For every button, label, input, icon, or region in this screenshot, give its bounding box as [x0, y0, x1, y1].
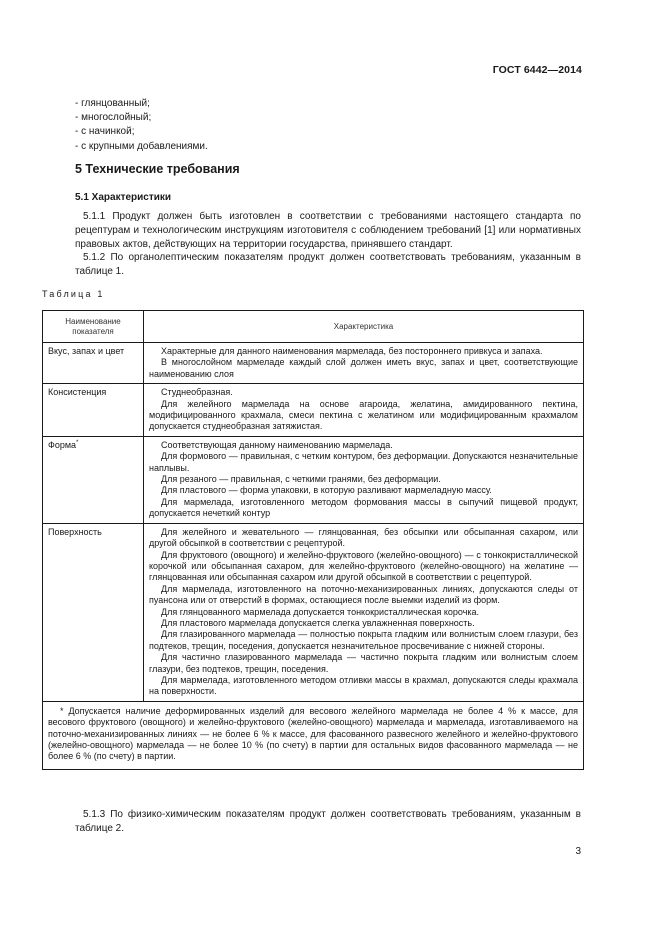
characteristic-line: Для фруктового (овощного) и желейно-фруктового (желейно-овощного) — с тонкокристаллической корочкой или обсыпанная сахаром, для желейно-фруктового (желейно-овощного) на желатине — глянцованная или обсыпанная сахаром или другой обсыпкой в соответствии с рецептурой.	[149, 549, 578, 583]
characteristic-line: Для желейного мармелада на основе агароида, желатина, амидированного пектина, модифицированного крахмала, смеси пектина с желатином или модифицированным крахмалом допускается студнеобразная затяжистая.	[149, 398, 578, 432]
table-caption: Таблица 1	[42, 289, 105, 299]
paragraph-5-1-1: 5.1.1 Продукт должен быть изготовлен в соответствии с требованиями настоящего стандарта по рецептурам и технологическим инструкциям изготовителя с соблюдением требований [1] или нормативных правовых актов, действующих на территории государства, принявшего стандарт.	[75, 211, 581, 251]
organoleptic-table	[42, 310, 584, 770]
table-footnote: * Допускается наличие деформированных изделий для весового желейного мармелада не более 4 % к массе, для весового фруктового (овощного) и желейно-фруктового (желейно-овощного) мармелада и мармелада, изготавливаемого на поточно-механизированных линиях — не более 6 % к массе, для фасованного развесного желейного и желейно-фруктового (желейно-овощного) мармелада — не более 10 % (по счету) в партии для остальных видов фасованного мармелада — не более 6 % (по счету) в партии.	[48, 705, 578, 762]
column-header-name: Наименование показателя	[43, 311, 144, 343]
row-name: Вкус, запах и цвет	[48, 346, 125, 356]
characteristic-line: Для мармелада, изготовленного на поточно-механизированных линиях, допускаются следы от пуансона или от отверстий в формах, остающиеся после выемки изделий из форм.	[149, 583, 578, 606]
row-name: Консистенция	[48, 387, 107, 398]
characteristic-line: В многослойном мармеладе каждый слой должен иметь вкус, запах и цвет, соответствующие наименованию слоя	[149, 357, 578, 379]
row-name: Поверхность	[48, 526, 102, 537]
row-name-cell	[43, 523, 144, 701]
section-title: 5 Технические требования	[75, 162, 240, 176]
row-name-cell	[43, 436, 144, 523]
table-footnote-row	[43, 701, 584, 769]
paragraph-5-1-3: 5.1.3 По физико-химическим показателям продукт должен соответствовать требованиям, указанным в таблице 2.	[75, 809, 581, 835]
list-item: - с начинкой;	[75, 126, 135, 138]
product-type-list	[75, 97, 208, 154]
table-footnote-cell	[43, 701, 584, 769]
table-row	[43, 384, 584, 437]
list-item: - глянцованный;	[75, 98, 150, 109]
document-header: ГОСТ 6442—2014	[492, 64, 582, 76]
table-row	[43, 523, 584, 701]
list-item: - с крупными добавлениями.	[75, 140, 208, 152]
row-name: Форма	[48, 439, 77, 450]
characteristic-line: Для мармелада, изготовленного методом формования массы в сыпучий пищевой продукт, допускается нечеткий контур	[149, 496, 578, 519]
characteristic-line: Для глазированного мармелада — полностью покрыта гладким или волнистым слоем глазури, без подтеков, трещин, поседения, допускается незначительное просвечивание с нижней стороны.	[149, 629, 578, 651]
row-characteristic-cell	[144, 384, 584, 437]
characteristic-line: Соответствующая данному наименованию мармелада.	[161, 439, 393, 450]
characteristic-line: Характерные для данного наименования мармелада, без постороннего привкуса и запаха.	[161, 346, 543, 356]
characteristic-line: Для желейного и жевательного — глянцованная, без обсыпки или обсыпанная сахаром, или другой обсыпкой в соответствии с рецептурой.	[149, 526, 578, 549]
list-item: - многослойный;	[75, 112, 152, 124]
footnote-marker: *	[76, 439, 79, 446]
characteristic-line: Студнеобразная.	[161, 387, 233, 398]
table-row	[43, 436, 584, 523]
characteristic-line: Для формового — правильная, с четким контуром, без деформации. Допускаются незначительные наплывы.	[149, 451, 578, 473]
table-row	[43, 343, 584, 384]
row-characteristic-cell	[144, 523, 584, 701]
characteristic-line: Для мармелада, изготовленного методом отливки массы в крахмал, допускаются следы крахмала на поверхности.	[149, 674, 578, 697]
row-name-cell	[43, 384, 144, 437]
paragraph-5-1-2: 5.1.2 По органолептическим показателям продукт должен соответствовать требованиям, указанным в таблице 1.	[75, 252, 581, 278]
characteristic-line: Для пластового мармелада допускается слегка увлажненная поверхность.	[161, 617, 475, 628]
column-header-characteristic: Характеристика	[144, 311, 584, 343]
characteristic-line: Для частично глазированного мармелада — частично покрыта гладким или волнистым слоем глазури, без подтеков, трещин, поседения.	[149, 652, 578, 674]
row-characteristic-cell	[144, 436, 584, 523]
page-number: 3	[575, 846, 581, 857]
subsection-title: 5.1 Характеристики	[75, 192, 172, 203]
row-name-cell	[43, 343, 144, 384]
row-characteristic-cell	[144, 343, 584, 384]
table-header-row	[43, 311, 584, 343]
characteristic-line: Для пластового — форма упаковки, в которую разливают мармеладную массу.	[161, 485, 492, 496]
characteristic-line: Для резаного — правильная, с четкими гранями, без деформации.	[161, 474, 441, 485]
characteristic-line: Для глянцованного мармелада допускается тонкокристаллическая корочка.	[161, 606, 480, 617]
